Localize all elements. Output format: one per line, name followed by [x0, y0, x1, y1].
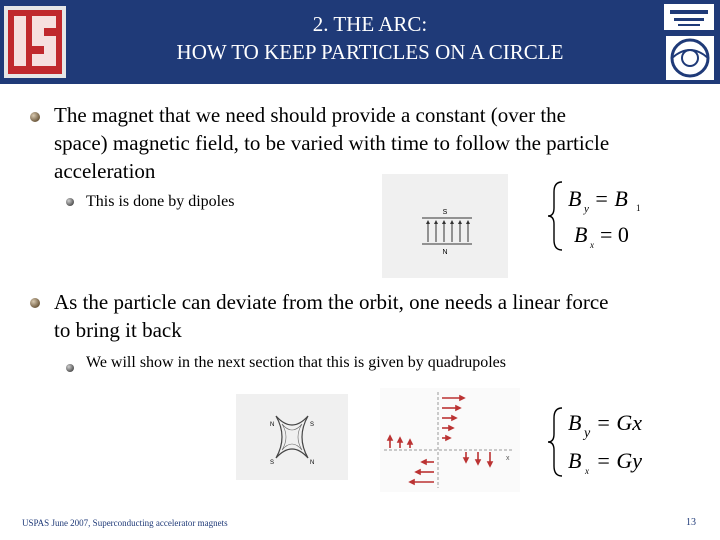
- quad-eq-row1-rhs: = Gx: [596, 410, 642, 435]
- title-line-2: HOW TO KEEP PARTICLES ON A CIRCLE: [176, 40, 564, 64]
- title-line-1: 2. THE ARC:: [312, 12, 428, 36]
- footer-text: USPAS June 2007, Superconducting accelerator magnets: [22, 518, 228, 528]
- bullet-text-1: [54, 101, 609, 185]
- institution-logo-icon: [664, 4, 714, 30]
- quad-eq-row2-lhs: B: [568, 448, 582, 473]
- sub-bullet-icon: [66, 364, 74, 372]
- dipole-eq-row2-rhs: = 0: [600, 222, 629, 247]
- quadrupole-equation: [548, 404, 668, 480]
- quad-pole-tr: S: [310, 422, 315, 428]
- sub-bullet-text-2: We will show in the next section that this is given by quadrupoles: [86, 354, 506, 371]
- quad-eq-row1-sub: y: [584, 426, 591, 441]
- bullet-icon: [30, 298, 40, 308]
- quad-eq-row2-sub: x: [585, 466, 589, 476]
- quad-pole-tl: N: [270, 422, 275, 428]
- cern-logo-icon: [666, 36, 714, 80]
- quad-pole-br: N: [310, 460, 315, 466]
- logo-icon: [4, 6, 66, 78]
- dipole-pole-bottom: N: [442, 249, 448, 256]
- dipole-pole-top: S: [442, 209, 448, 216]
- quad-eq-row1-lhs: B: [568, 410, 582, 435]
- bullet-1-line-3: acceleration: [54, 159, 156, 183]
- dipole-eq-row2-sub: x: [590, 240, 594, 250]
- sub-bullet-icon: [66, 198, 74, 206]
- bullet-2-line-2: to bring it back: [54, 318, 182, 342]
- dipole-eq-row1-rhs: = B: [594, 186, 628, 211]
- dipole-eq-row2-lhs: B: [574, 222, 588, 247]
- quad-eq-row2-rhs: = Gy: [596, 448, 642, 473]
- plot-axis-label: x: [506, 455, 510, 462]
- dipole-eq-row1-sub: y: [584, 203, 589, 215]
- slide-title: [90, 10, 650, 66]
- bullet-1-line-2: space) magnetic field, to be varied with time to follow the particle: [54, 131, 610, 155]
- slide-header: [0, 0, 720, 84]
- bullet-text-2: [54, 288, 609, 344]
- bullet-2-line-1: As the particle can deviate from the orbit, one needs a linear force: [54, 290, 609, 314]
- dipole-equation: [548, 178, 648, 254]
- dipole-figure: [382, 174, 508, 278]
- dipole-eq-row1-lhs: B: [568, 186, 582, 211]
- quadrupole-field-plot: [380, 388, 520, 492]
- sub-bullet-text-1: This is done by dipoles: [86, 193, 235, 210]
- bullet-icon: [30, 112, 40, 122]
- bullet-1-line-1: The magnet that we need should provide a constant (over the: [54, 103, 566, 127]
- quadrupole-figure: [236, 394, 348, 480]
- quad-pole-bl: S: [270, 460, 275, 466]
- page-number: 13: [686, 517, 696, 528]
- dipole-eq-row1-rhs-sub: 1: [636, 203, 641, 213]
